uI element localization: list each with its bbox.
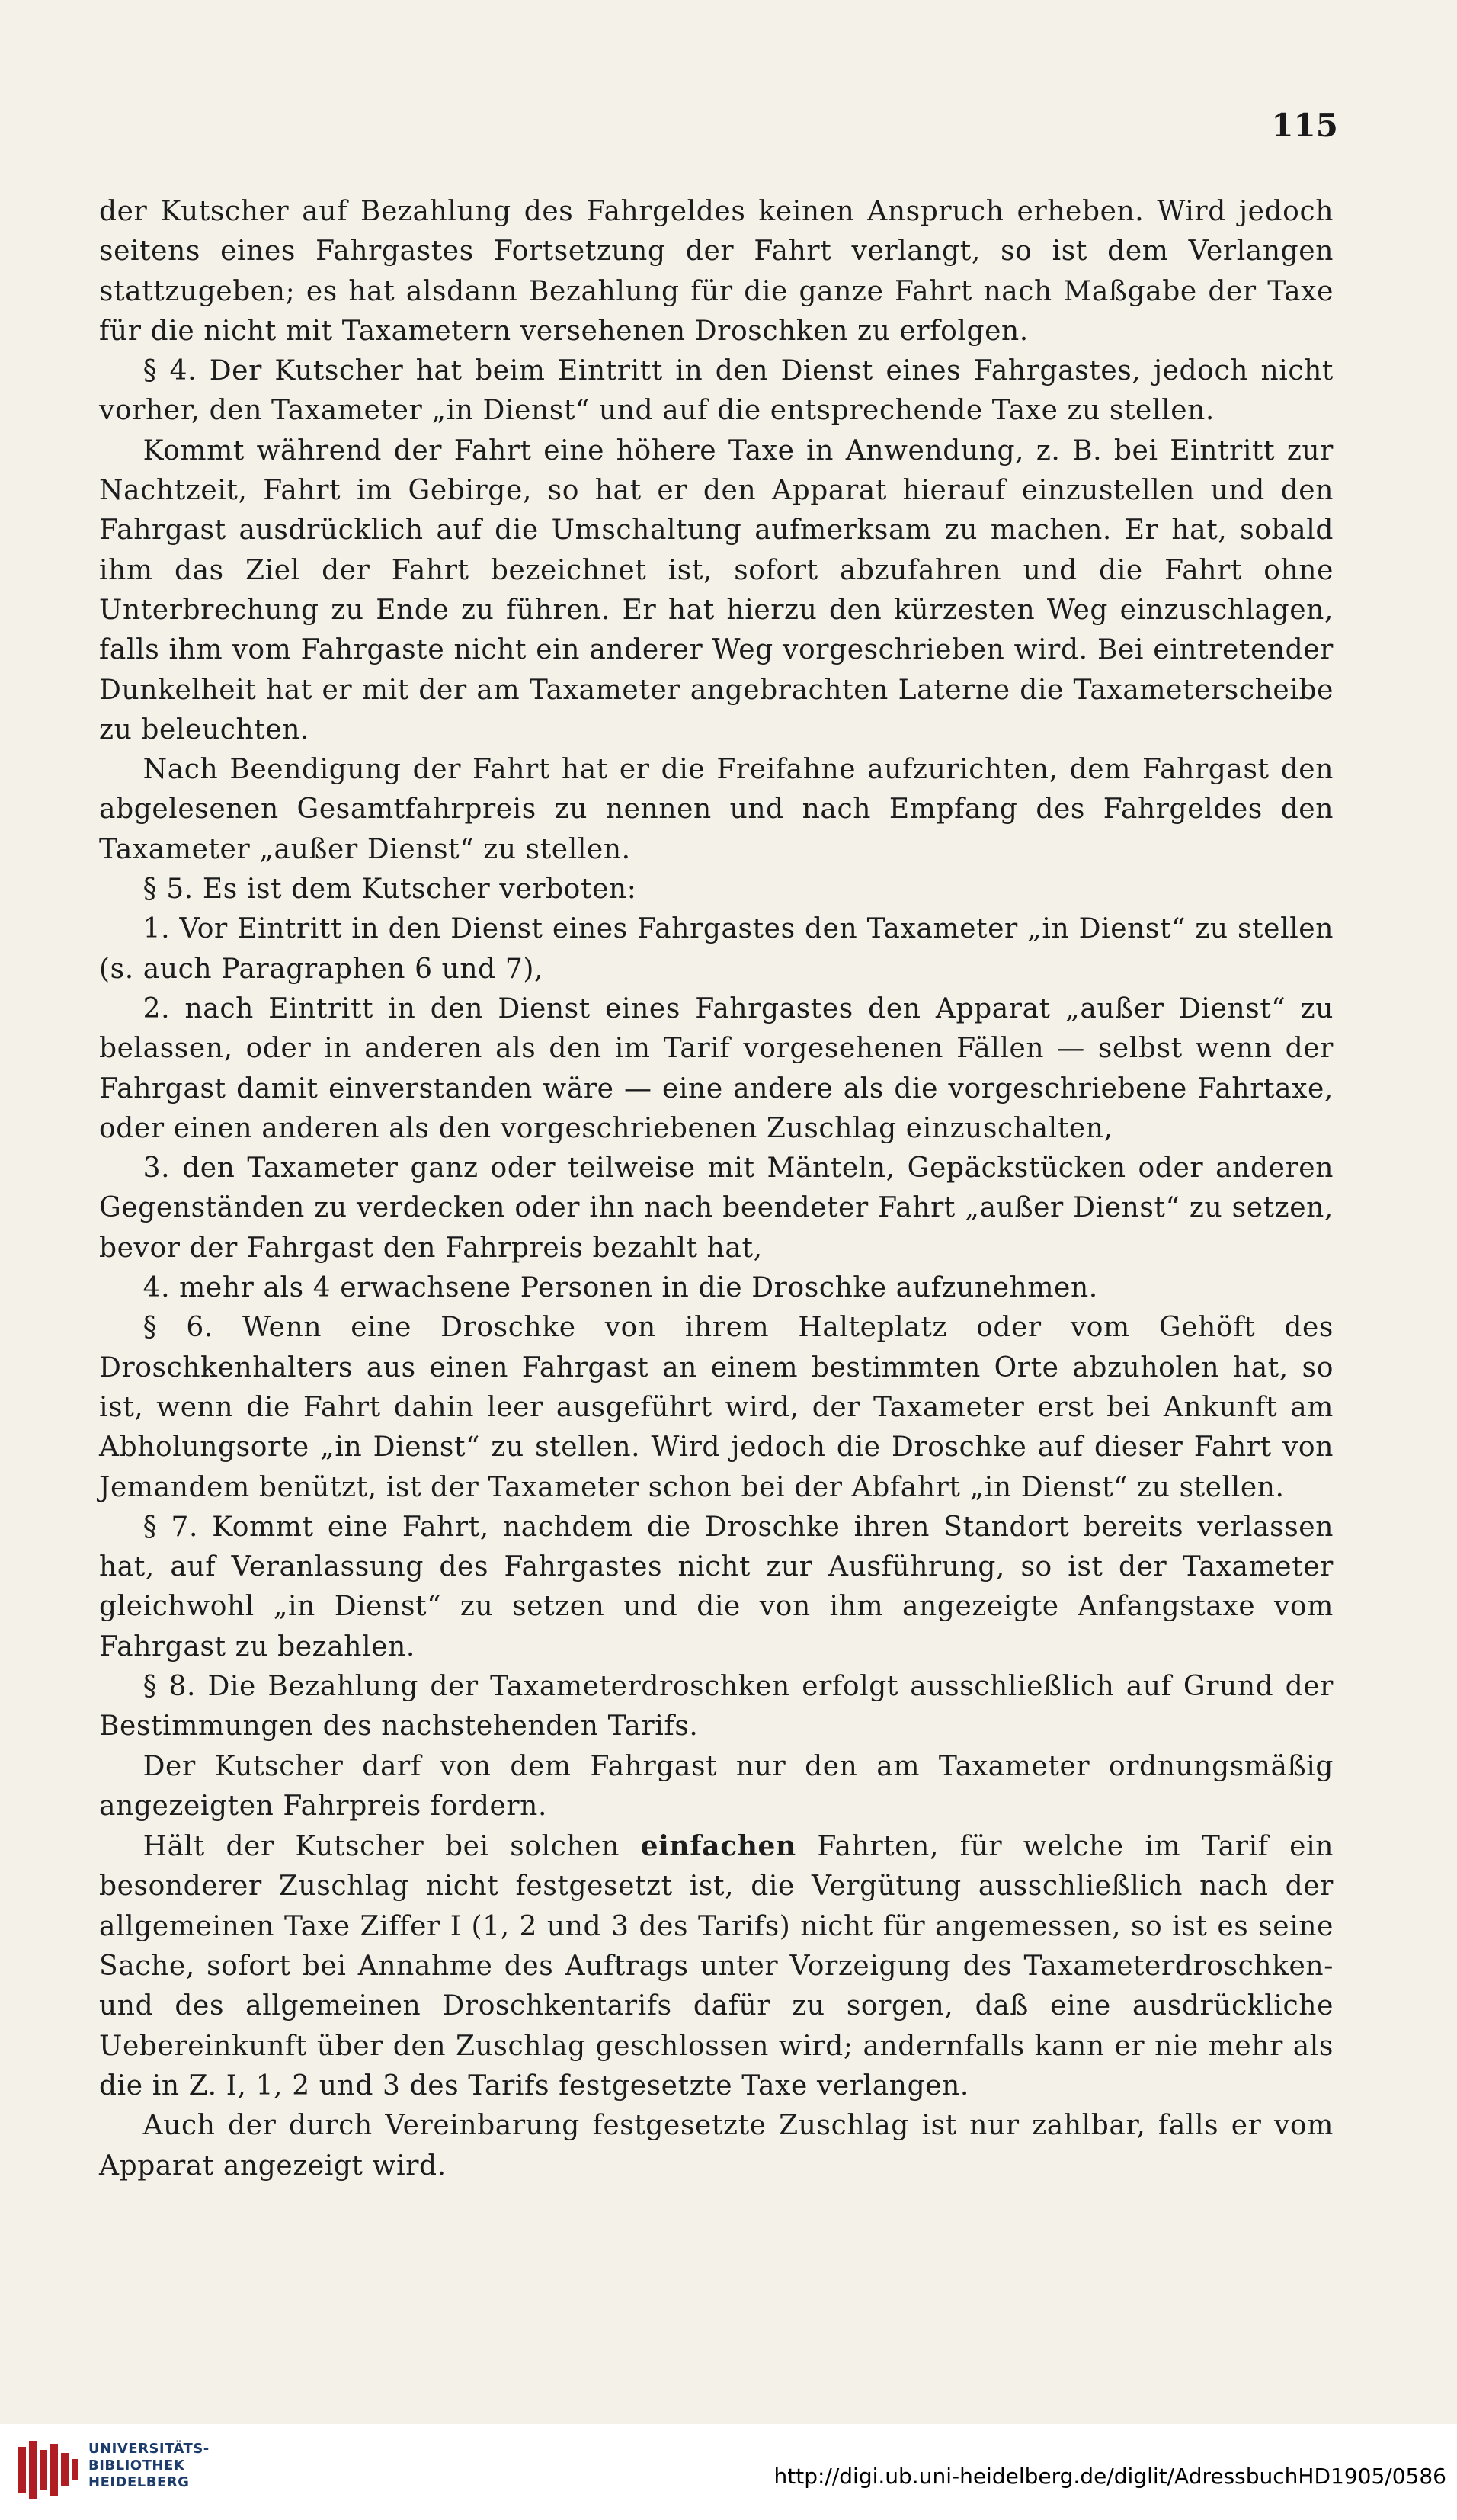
bold-emphasis: einfachen <box>640 1830 796 1863</box>
paragraph-section-7: § 7. Kommt eine Fahrt, nachdem die Droschke ihren Standort bereits verlassen hat, auf Veranlassung des Fahrgastes nicht zur Ausführung, so ist der Taxameter gleichwohl „in Dienst“ zu setzen und die von ihm angezeigte Anfangstaxe vom Fahrgast zu bezahlen. <box>99 1511 1334 1662</box>
body-text <box>99 192 1334 2186</box>
library-name-line: BIBLIOTHEK <box>88 2457 185 2474</box>
paragraph-section-6: § 6. Wenn eine Droschke von ihrem Halteplatz oder vom Gehöft des Droschkenhalters aus einen Fahrgast an einem bestimmten Orte abzuholen hat, so ist, wenn die Fahrt dahin leer ausgeführt wird, der Taxameter erst bei Ankunft am Abholungsorte „in Dienst“ zu stellen. Wird jedoch die Droschke auf dieser Fahrt von Jemandem benützt, ist der Taxameter schon bei der Abfahrt „in Dienst“ zu stellen. <box>99 1312 1334 1503</box>
paragraph-surcharge: Auch der durch Vereinbarung festgesetzte Zuschlag ist nur zahlbar, falls er vom Apparat angezeigt wird. <box>99 2110 1334 2182</box>
paragraph-higher-taxe: Kommt während der Fahrt eine höhere Taxe in Anwendung, z. B. bei Eintritt zur Nachtzeit, Fahrt im Gebirge, so hat er den Apparat hierauf einzustellen und den Fahrgast ausdrücklich auf die Umschaltung aufmerksam zu machen. Er hat, sobald ihm das Ziel der Fahrt bezeichnet ist, sofort abzufahren und die Fahrt ohne Unterbrechung zu Ende zu führen. Er hat hierzu den kürzesten Weg einzuschlagen, falls ihm vom Fahrgaste nicht ein anderer Weg vorgeschrieben wird. Bei eintretender Dunkelheit hat er mit der am Taxameter angebrachten Laterne die Taxameterscheibe zu beleuchten. <box>99 434 1334 745</box>
source-url-link[interactable]: http://digi.ub.uni-heidelberg.de/diglit/AdressbuchHD1905/0586 <box>773 2464 1446 2489</box>
paragraph-section-8: § 8. Die Bezahlung der Taxameterdroschken erfolgt ausschließlich auf Grund der Bestimmungen des nachstehenden Tarifs. <box>99 1670 1334 1743</box>
paragraph-simple-rides <box>99 1826 1334 2106</box>
paragraph-fare-demand: Der Kutscher darf von dem Fahrgast nur den am Taxameter ordnungsmäßig angezeigten Fahrpreis fordern. <box>99 1750 1334 1822</box>
text-run: Hält der Kutscher bei solchen <box>142 1831 641 1863</box>
page-number: 115 <box>1271 107 1338 144</box>
library-name-line: HEIDELBERG <box>88 2474 190 2490</box>
library-name-line: UNIVERSITÄTS- <box>88 2441 210 2457</box>
list-item-2: 2. nach Eintritt in den Dienst eines Fahrgastes den Apparat „außer Dienst“ zu belassen, oder in anderen als den im Tarif vorgesehenen Fällen — selbst wenn der Fahrgast damit einverstanden wäre — eine andere als die vorgeschriebene Fahrtaxe, oder einen anderen als den vorgeschriebenen Zuschlag einzuschalten, <box>99 992 1334 1144</box>
paragraph-section-5: § 5. Es ist dem Kutscher verboten: <box>142 874 637 906</box>
list-item-4: 4. mehr als 4 erwachsene Personen in die Droschke aufzunehmen. <box>142 1272 1098 1304</box>
list-item-1: 1. Vor Eintritt in den Dienst eines Fahrgastes den Taxameter „in Dienst“ zu stellen (s. auch Paragraphen 6 und 7), <box>99 913 1334 985</box>
library-name <box>88 2441 210 2491</box>
paragraph-end-of-ride: Nach Beendigung der Fahrt hat er die Freifahne aufzurichten, dem Fahrgast den abgelesenen Gesamtfahrpreis zu nennen und nach Empfang des Fahrgeldes den Taxameter „außer Dienst“ zu stellen. <box>99 754 1334 865</box>
list-item-3: 3. den Taxameter ganz oder teilweise mit Mänteln, Gepäckstücken oder anderen Gegenständen zu verdecken oder ihn nach beendeter Fahrt „außer Dienst“ zu setzen, bevor der Fahrgast den Fahrpreis bezahlt hat, <box>99 1153 1334 1264</box>
university-library-logo-icon <box>11 2433 84 2506</box>
text-run: Fahrten, für welche im Tarif ein besonderer Zuschlag nicht festgesetzt ist, die Vergütung ausschließlich nach der allgemeinen Taxe Ziffer I (1, 2 und 3 des Tarifs) nicht für angemessen, so ist es seine Sache, sofort bei Annahme des Auftrags unter Vorzeigung des Taxameterdroschken- und des allgemeinen Droschkentarifs dafür zu sorgen, daß eine ausdrückliche Uebereinkunft über den Zuschlag geschlossen wird; andernfalls kann er nie mehr als die in Z. I, 1, 2 und 3 des Tarifs festgesetzte Taxe verlangen. <box>99 1831 1334 2102</box>
paragraph-continuation: der Kutscher auf Bezahlung des Fahrgeldes keinen Anspruch erheben. Wird jedoch seitens eines Fahrgastes Fortsetzung der Fahrt verlangt, so ist dem Verlangen stattzugeben; es hat alsdann Bezahlung für die ganze Fahrt nach Maßgabe der Taxe für die nicht mit Taxametern versehenen Droschken zu erfolgen. <box>99 196 1334 347</box>
paragraph-section-4: § 4. Der Kutscher hat beim Eintritt in den Dienst eines Fahrgastes, jedoch nicht vorher, den Taxameter „in Dienst“ und auf die entsprechende Taxe zu stellen. <box>99 355 1334 427</box>
